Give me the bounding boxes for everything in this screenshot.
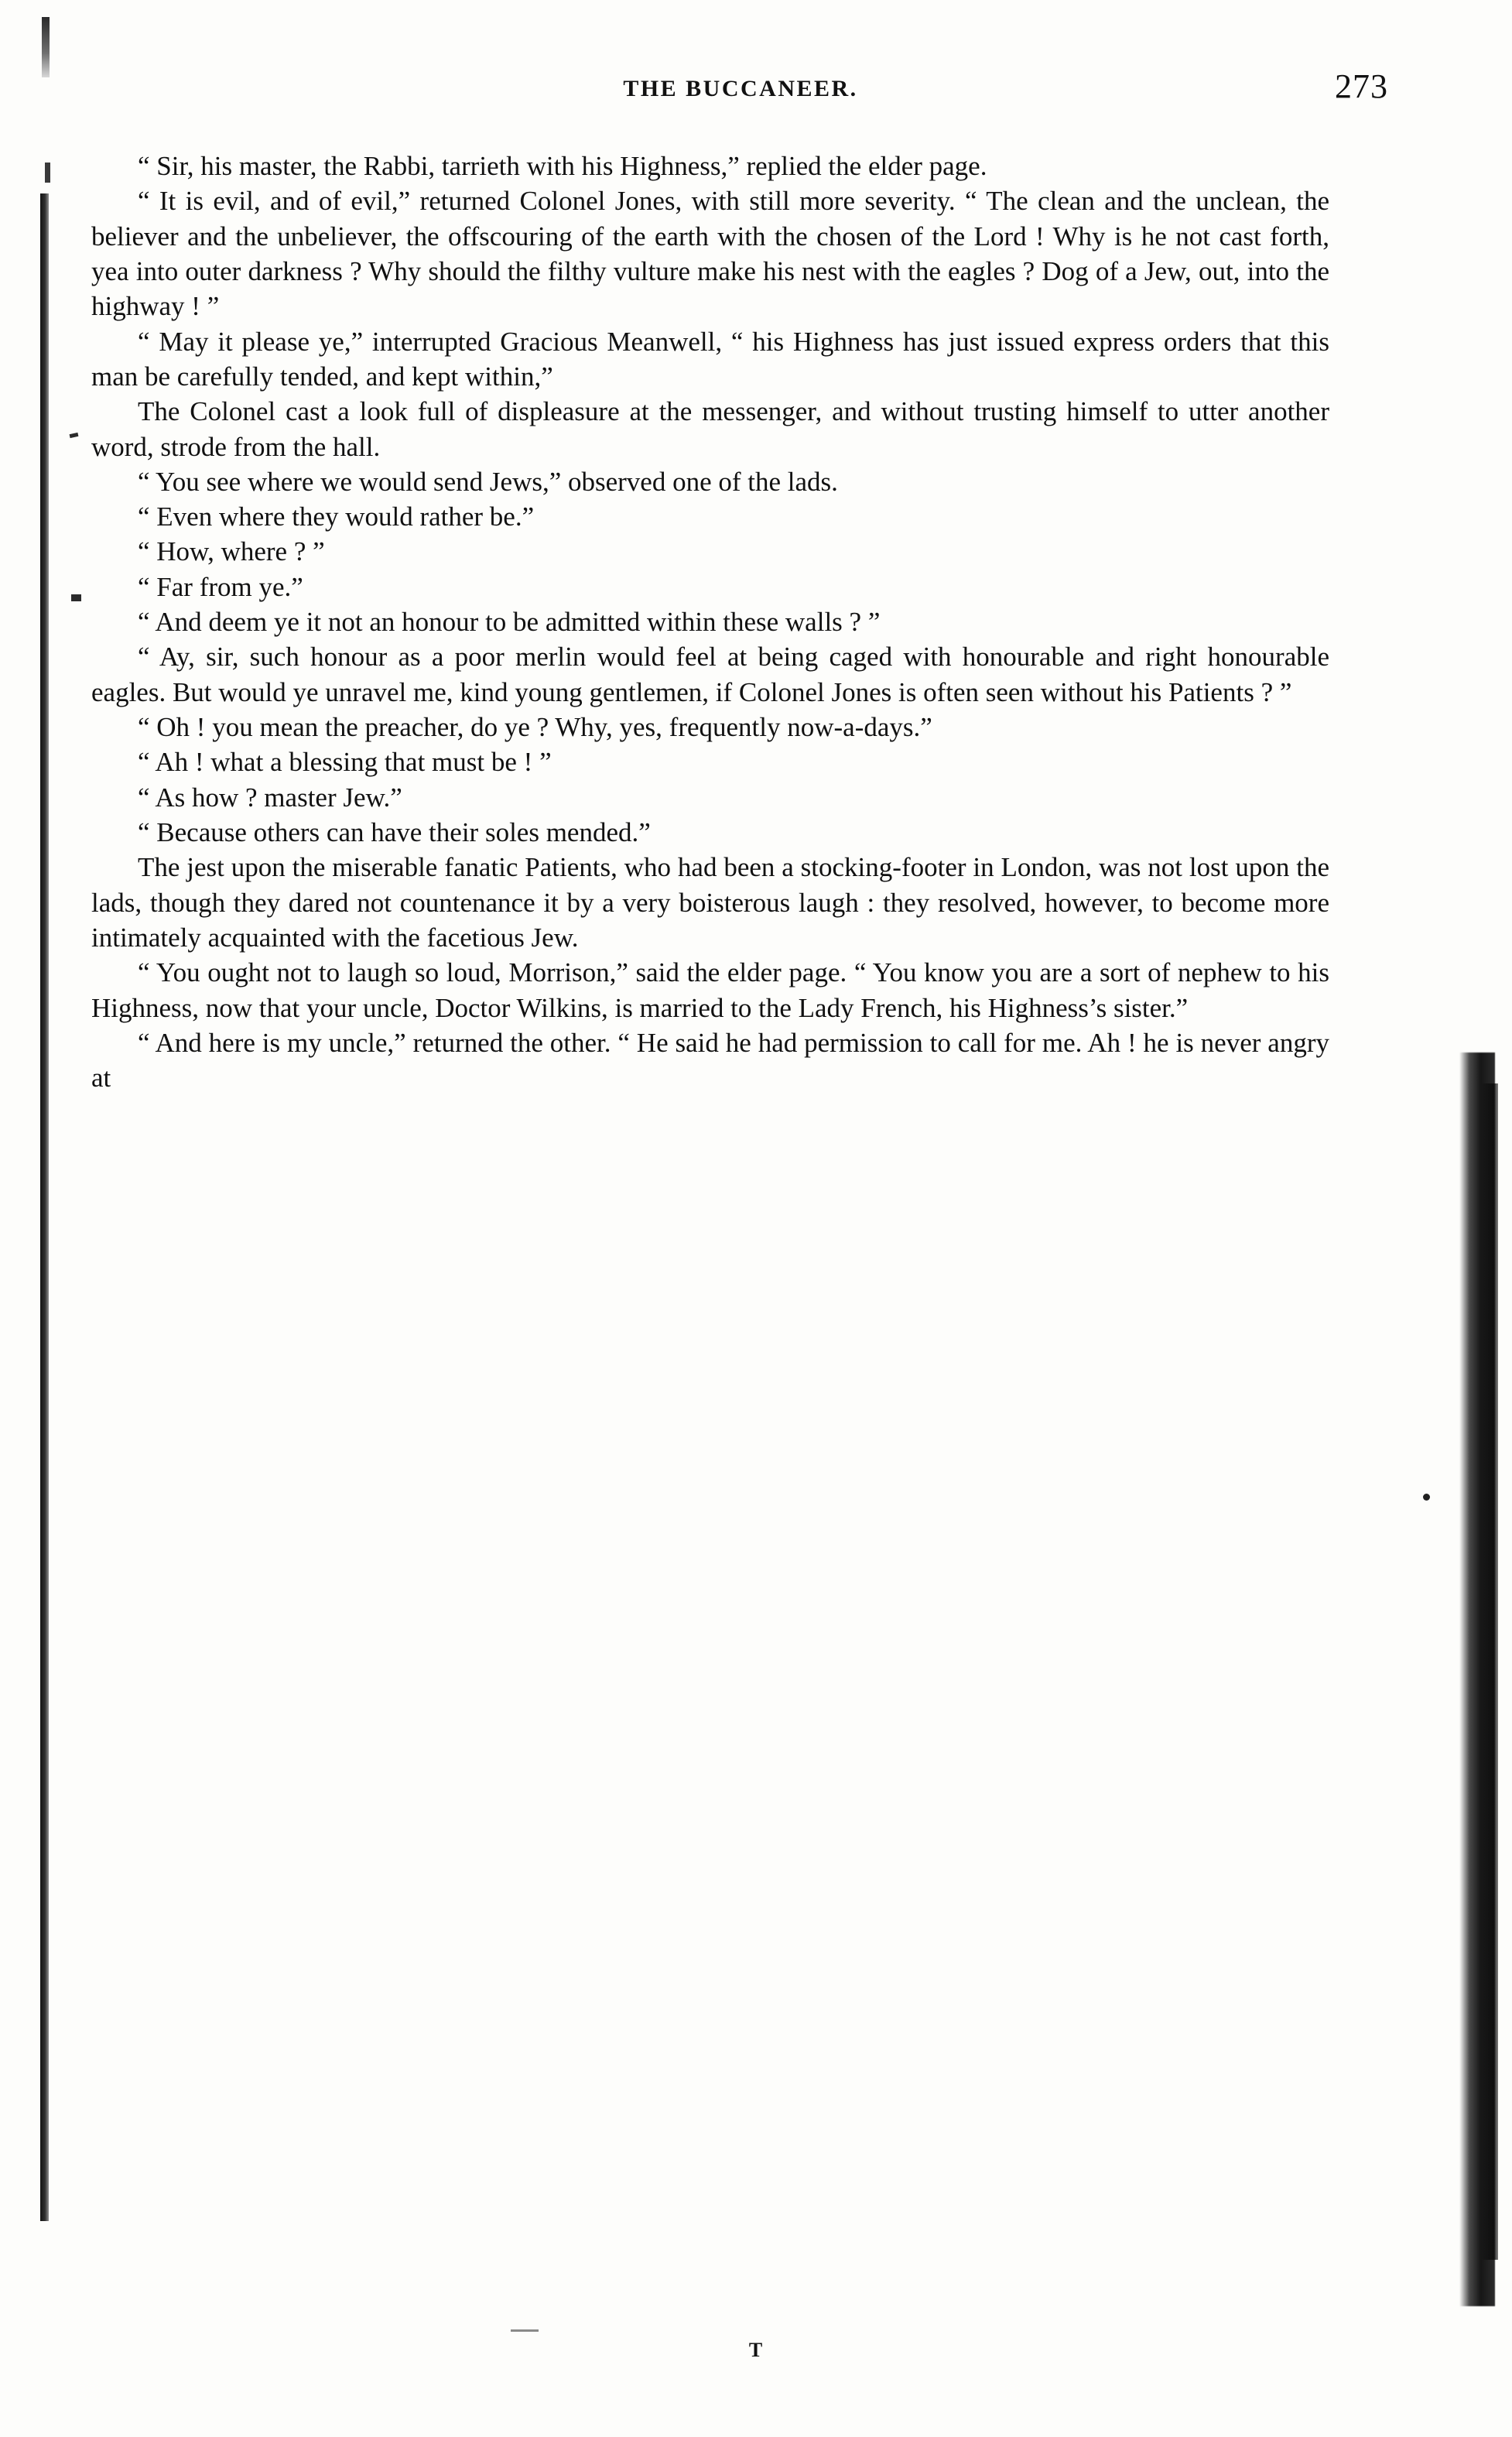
page-number: 273: [1335, 67, 1388, 105]
scan-gutter-shadow-inner: [1483, 1083, 1498, 2260]
paragraph: “ You see where we would send Jews,” observed one of the lads.: [138, 466, 838, 497]
paragraph: “ You ought not to laugh so loud, Morrison,” said the elder page. “ You know you are a sort of nephew to his Highness, now that your uncle, Doctor Wilkins, is married to the Lady French, his Highness’s sister.”: [91, 957, 1329, 1023]
paragraph: The jest upon the miserable fanatic Patients, who had been a stocking-footer in London, was not lost upon the lads, though they dared not countenance it by a very boisterous laugh : they resolved, however, to become more intimately acquainted with the facetious Jew.: [91, 852, 1329, 953]
paragraph: “ Ay, sir, such honour as a poor merlin would feel at being caged with honourable and right honourable eagles. But would ye unravel me, kind young gentlemen, if Colonel Jones is often seen without his Patients ? ”: [91, 642, 1329, 707]
paragraph: The Colonel cast a look full of displeasure at the messenger, and without trusting himself to utter another word, strode from the hall.: [91, 396, 1329, 462]
scan-speck: [1423, 1494, 1430, 1501]
paragraph: “ And deem ye it not an honour to be admitted within these walls ? ”: [138, 607, 881, 638]
paragraph: “ And here is my uncle,” returned the other. “ He said he had permission to call for me. Ah ! he is never angry at: [91, 1027, 1329, 1094]
scan-speck: [511, 2329, 539, 2332]
running-head: THE BUCCANEER.: [623, 76, 858, 101]
paragraph: “ How, where ? ”: [138, 536, 325, 567]
paragraph: “ Because others can have their soles mended.”: [138, 816, 651, 847]
page-header: [93, 67, 1388, 122]
paragraph: “ Sir, his master, the Rabbi, tarrieth with his Highness,” replied the elder page.: [138, 151, 987, 181]
scan-speck: [71, 594, 81, 601]
scan-edge-artifact-top: [42, 17, 50, 77]
scan-edge-artifact-left: [40, 193, 49, 2221]
paragraph: “ Ah ! what a blessing that must be ! ”: [138, 747, 552, 778]
paragraph: “ May it please ye,” interrupted Gracious Meanwell, “ his Highness has just issued express orders that this man be carefully tended, and kept within,”: [91, 326, 1329, 392]
scan-edge-artifact-tick: [45, 163, 50, 183]
paragraph: “ As how ? master Jew.”: [138, 782, 402, 813]
body-text: [91, 149, 1329, 1095]
paragraph: “ Even where they would rather be.”: [138, 501, 535, 532]
signature-mark: T: [748, 2339, 764, 2361]
paragraph: “ Oh ! you mean the preacher, do ye ? Why, yes, frequently now-a-days.”: [138, 712, 932, 742]
paragraph: “ Far from ye.”: [138, 571, 303, 602]
paragraph: “ It is evil, and of evil,” returned Colonel Jones, with still more severity. “ The clean and the unclean, the believer and the unbeliever, the offscouring of the earth with the chosen of the Lord ! Why is he not cast forth, yea into outer darkness ? Why should the filthy vulture make his nest with the eagles ? Dog of a Jew, out, into the highway ! ”: [91, 186, 1329, 322]
scan-speck: [70, 433, 79, 438]
